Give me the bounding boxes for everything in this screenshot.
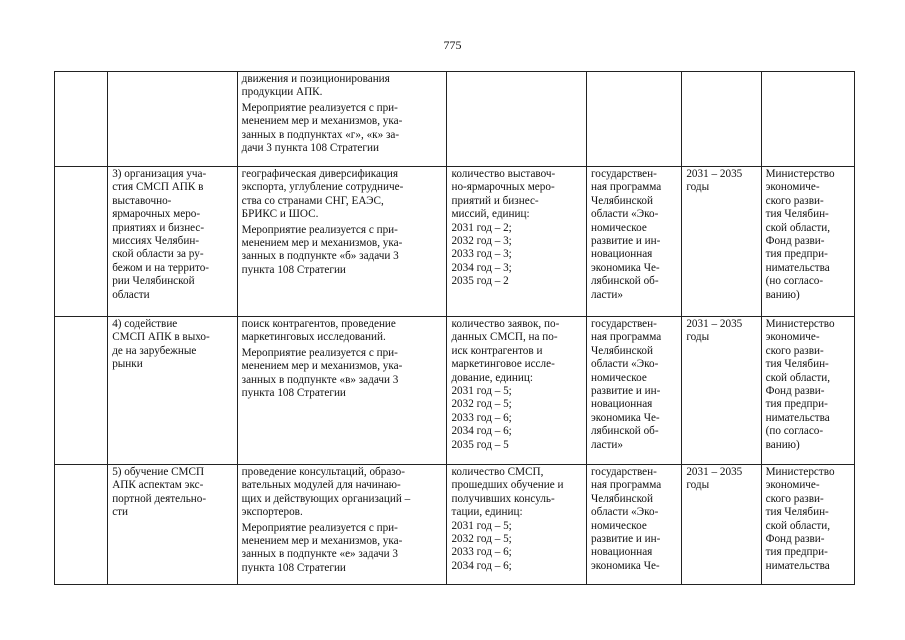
cell-number — [55, 317, 108, 465]
cell-activity — [108, 72, 237, 167]
activities-table — [54, 71, 855, 585]
cell-description: проведение консультаций, образо- вательных модулей для начинаю- щих и действующих организаций – экспортеров. Мероприятие реализуется с при- менением мер и механизмов, ука- занных в подпункте «е» задачи 3 пункта 108 Стратегии — [237, 465, 447, 585]
cell-activity: 3) организация уча- стия СМСП АПК в выставочно- ярмарочных меро- приятиях и бизнес- миссиях Челябин- ской области за ру- бежом и на террито- рии Челябинской области — [108, 167, 237, 317]
cell-executor: Министерство экономиче- ского разви- тия Челябин- ской области, Фонд разви- тия предпри- нимательства (по согласо- ванию) — [761, 317, 854, 465]
cell-description: поиск контрагентов, проведение маркетинговых исследований. Мероприятие реализуется с при- менением мер и механизмов, ука- занных в подпункте «в» задачи 3 пункта 108 Стратегии — [237, 317, 447, 465]
cell-period: 2031 – 2035 годы — [682, 465, 761, 585]
cell-executor: Министерство экономиче- ского разви- тия Челябин- ской области, Фонд разви- тия предпри- нимательства — [761, 465, 854, 585]
table-row — [55, 465, 855, 585]
cell-indicator: количество заявок, по- данных СМСП, на по- иск контрагентов и маркетинговое иссле- дование, единиц: 2031 год – 5; 2032 год – 5; 2033 год – 6; 2034 год – 6; 2035 год – 5 — [447, 317, 587, 465]
cell-program — [586, 72, 681, 167]
cell-indicator: количество выставоч- но-ярмарочных меро- приятий и бизнес- миссий, единиц: 2031 год – 2; 2032 год – 3; 2033 год – 3; 2034 год – 3; 2035 год – 2 — [447, 167, 587, 317]
cell-program: государствен- ная программа Челябинской области «Эко- номическое развитие и ин- новационная экономика Че- — [586, 465, 681, 585]
cell-number — [55, 167, 108, 317]
table-row — [55, 167, 855, 317]
cell-activity: 5) обучение СМСП АПК аспектам экс- портной деятельно- сти — [108, 465, 237, 585]
cell-description: географическая диверсификация экспорта, углубление сотрудниче- ства со странами СНГ, ЕАЭС, БРИКС и ШОС. Мероприятие реализуется с при- менением мер и механизмов, ука- занных в подпункте «б» задачи 3 пункта 108 Стратегии — [237, 167, 447, 317]
cell-indicator — [447, 72, 587, 167]
cell-description: движения и позиционирования продукции АПК. Мероприятие реализуется с при- менением мер и механизмов, ука- занных в подпунктах «г», «к» за- дачи 3 пункта 108 Стратегии — [237, 72, 447, 167]
page-number: 775 — [443, 38, 462, 52]
cell-period — [682, 72, 761, 167]
cell-number — [55, 465, 108, 585]
cell-program: государствен- ная программа Челябинской области «Эко- номическое развитие и ин- новационная экономика Че- лябинской об- ласти» — [586, 317, 681, 465]
cell-period: 2031 – 2035 годы — [682, 167, 761, 317]
cell-executor: Министерство экономиче- ского разви- тия Челябин- ской области, Фонд разви- тия предпри- нимательства (но согласо- ванию) — [761, 167, 854, 317]
cell-number — [55, 72, 108, 167]
table-row — [55, 72, 855, 167]
cell-period: 2031 – 2035 годы — [682, 317, 761, 465]
cell-program: государствен- ная программа Челябинской области «Эко- номическое развитие и ин- новационная экономика Че- лябинской об- ласти» — [586, 167, 681, 317]
table-row — [55, 317, 855, 465]
cell-executor — [761, 72, 854, 167]
cell-indicator: количество СМСП, прошедших обучение и получивших консуль- тации, единиц: 2031 год – 5; 2032 год – 5; 2033 год – 6; 2034 год – 6; — [447, 465, 587, 585]
cell-activity: 4) содействие СМСП АПК в выхо- де на зарубежные рынки — [108, 317, 237, 465]
